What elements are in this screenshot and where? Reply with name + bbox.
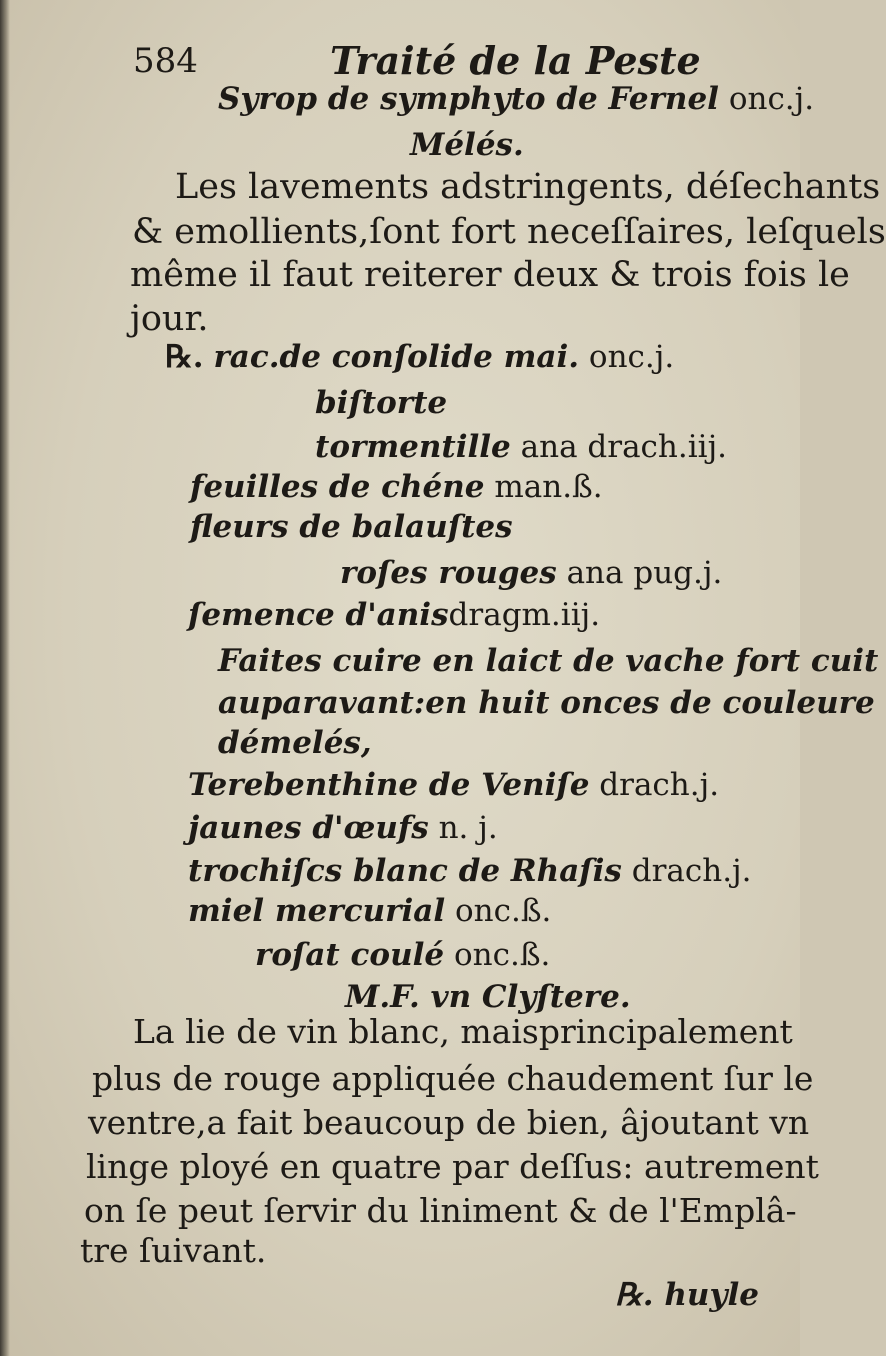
ingredient-name: feuilles de chéne: [190, 469, 485, 505]
ingredient-name: tormentille: [315, 429, 511, 465]
syrup-dose: onc.j.: [728, 81, 815, 117]
ingredient-dose: ana drach.iij.: [520, 429, 728, 465]
recipe-line: [188, 597, 601, 633]
running-title: Traité de la Peste: [330, 38, 701, 83]
catchword: ℞. huyle: [615, 1277, 759, 1313]
syrup-line: [218, 81, 815, 117]
recipe-line: [190, 509, 513, 545]
para2-line: on ſe peut ſervir du liniment & de l'Emplâ-: [84, 1191, 797, 1230]
para1-line: & emollients,ſont fort neceſſaires, leſquels: [132, 212, 886, 252]
recipe-line: [165, 339, 675, 375]
ingredient-dose: onc.ß.: [454, 937, 551, 973]
ingredient-name: roſat coulé: [255, 937, 445, 973]
ingredient-dose: ana pug.j.: [566, 555, 723, 591]
ingredient-dose: drach.j.: [631, 853, 752, 889]
ingredient-name: Terebenthine de Veniſe: [188, 767, 590, 803]
instruction-line: auparavant:en huit onces de couleure: [218, 685, 875, 721]
recipe-line: [188, 767, 720, 803]
recipe-line: [188, 893, 552, 929]
recipe-line: [315, 385, 448, 421]
recipe-line: [340, 555, 723, 591]
ingredient-dose: man.ß.: [494, 469, 603, 505]
para1-line: Les lavements adstringents, déſechants: [175, 167, 881, 207]
meles-label: Mélés.: [410, 127, 524, 163]
ingredient-name: fleurs de balauſtes: [190, 509, 513, 545]
para2-line: plus de rouge appliquée chaudement ſur le: [92, 1059, 814, 1098]
recipe-line: [315, 429, 728, 465]
para2-line: tre ſuivant.: [80, 1231, 267, 1270]
para2-line: La lie de vin blanc, maisprincipalement: [133, 1012, 793, 1051]
ingredient-name: miel mercurial: [188, 893, 446, 929]
recipe-symbol: ℞.: [165, 339, 204, 375]
recipe-line: [188, 853, 752, 889]
recipe-line: [255, 937, 551, 973]
ingredient-name: jaunes d'œufs: [188, 810, 429, 846]
ingredient-dose: n. j.: [438, 810, 498, 846]
instruction-line: Faites cuire en laict de vache fort cuit: [218, 643, 879, 679]
ingredient-name: biſtorte: [315, 385, 448, 421]
para1-line: même il faut reiterer deux & trois fois le: [130, 255, 850, 295]
para1-line: jour.: [130, 299, 209, 339]
recipe-line: [188, 810, 498, 846]
ingredient-name: ſemence d'anis: [188, 597, 449, 633]
para2-line: ventre,a fait beaucoup de bien, âjoutant vn: [88, 1103, 810, 1142]
ingredient-dose: drach.j.: [599, 767, 720, 803]
recipe-line: [190, 469, 603, 505]
instruction-line: démelés,: [218, 725, 372, 761]
para2-line: linge ployé en quatre par deſſus: autrement: [86, 1147, 819, 1186]
ingredient-dose: onc.j.: [588, 339, 675, 375]
page-number: 584: [133, 41, 198, 81]
syrup-name: Syrop de symphyto de Fernel: [218, 81, 719, 117]
ingredient-name: roſes rouges: [340, 555, 557, 591]
ingredient-dose: onc.ß.: [454, 893, 552, 929]
ingredient-dose: dragm.iij.: [448, 597, 601, 633]
ingredient-name: rac.de conſolide mai.: [213, 339, 580, 375]
ingredient-name: trochiſcs blanc de Rhaſis: [188, 853, 622, 889]
clyster-closing: M.F. vn Clyſtere.: [345, 979, 631, 1015]
page-edge-shadow: [0, 0, 10, 1356]
